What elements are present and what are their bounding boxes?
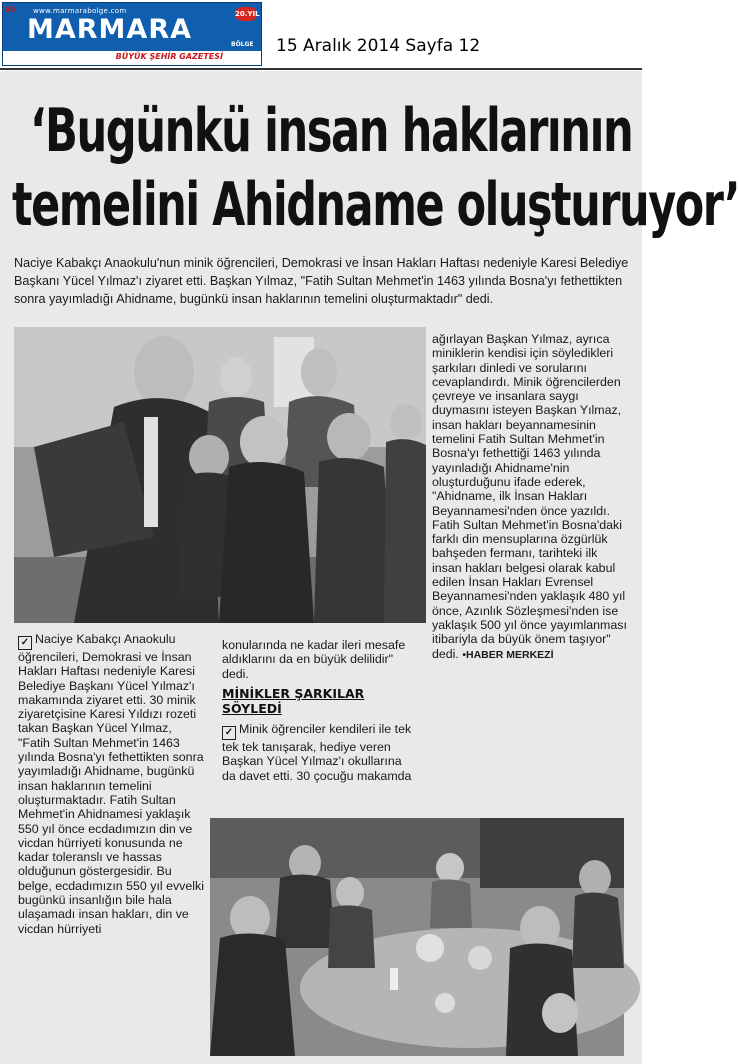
newspaper-logo	[2, 2, 262, 66]
photo-2-image	[210, 818, 624, 1056]
photo-mayor-greeting-children	[14, 327, 426, 623]
article-column-b-top: konularında ne kadar ileri mesafe aldıklarını da en büyük delilidir" dedi.	[222, 638, 406, 681]
article-subhead: MİNİKLER ŞARKILAR SÖYLEDİ	[222, 686, 365, 716]
article-column-b-bottom	[222, 722, 412, 783]
masthead-divider	[0, 68, 642, 70]
article-column-c	[432, 332, 628, 662]
headline-line-1: ‘Bugünkü insan haklarının	[30, 96, 633, 166]
masthead	[0, 0, 642, 68]
logo-tagline-bar	[3, 51, 261, 65]
date-page-line: 15 Aralık 2014 Sayfa 12	[276, 36, 481, 56]
byline-credit: •HABER MERKEZİ	[462, 648, 554, 661]
logo-subword: BÖLGE	[231, 41, 254, 48]
checkbox-icon: ✓	[222, 726, 236, 740]
checkbox-icon: ✓	[18, 636, 32, 650]
photo-1-image	[14, 327, 426, 623]
issue-number: 65	[4, 5, 16, 14]
article-lede: Naciye Kabakçı Anaokulu'nun minik öğrencileri, Demokrasi ve İnsan Hakları Haftası nedeniyle Karesi Belediye Başkanı Yücel Yılmaz'ı ziyaret etti. Başkan Yılmaz, "Fatih Sultan Mehmet'in 1463 yılında Bosna'yı fethettikten sonra yayımladığı Ahidname, bugünkü insan haklarının temelini oluşturmaktadır" dedi.	[14, 256, 629, 306]
column-a-text: Naciye Kabakçı Anaokulu öğrencileri, Demokrasi ve İnsan Hakları Haftası nedeniyle Karesi Belediye Başkanı Yücel Yılmaz'ı makamında ziyaret etti. 30 minik ziyaretçisine Karesi Yıldızı rozeti takan Başkan Yücel Yılmaz, "Fatih Sultan Mehmet'in 1463 yılında Bosna'yı fethettikten sonra yayımladığı Ahidname, bugünkü insan haklarının temelini oluşturmaktadır. Fatih Sultan Mehmet'in Ahidnamesi yaklaşık 550 yıl önce ecdadımızın din ve vicdan hürriyeti konusunda ne kadar toleranslı ve hassas olduğunun göstergesidir. Bu belge, ecdadımızın 550 yıl evvelki bugünkü insanlığın bile hala ulaşamadı insan hakları, din ve vicdan hürriyeti	[18, 632, 204, 936]
logo-wordmark: MARMARA	[27, 14, 193, 45]
photo-children-at-table	[210, 818, 624, 1056]
logo-url: www.marmarabolge.com	[33, 7, 127, 15]
article-column-a	[18, 632, 206, 936]
logo-tagline: BÜYÜK ŞEHİR GAZETESİ	[115, 52, 223, 61]
column-c-text: ağırlayan Başkan Yılmaz, ayrıca miniklerin kendisi için söyledikleri şarkıları dinledi ve sorularını cevaplandırdı. Minik öğrencilerden çevreye ve insanlara saygı duymasını isteyen Başkan Yılmaz, insan hakları beyannamesinin temelini Fatih Sultan Mehmet'in Bosna'yı fethettiği 1463 yılında yayınladığı Ahidname'nin oluşturduğunu ifade ederek, "Ahidname, ilk İnsan Hakları Beyannamesi'nden önce yazıldı. Fatih Sultan Mehmet'in Bosna'daki farklı din mensuplarına özgürlük bahşeden fermanı, tarihteki ilk insan hakları belgesi olarak kabul edilen İnsan Hakları Evrensel Beyannamesi'nden yaklaşık 480 yıl önce, Azınlık Sözleşmesi'nden ise yaklaşık 500 yıl önce yayımlanması itibariyla da büyük önem taşıyor" dedi.	[432, 332, 627, 661]
headline-line-2: temelini Ahidname oluşturuyor’	[12, 170, 739, 240]
column-b-text: Minik öğrenciler kendileri ile tek tek tek tanışarak, hediye veren Başkan Yücel Yılmaz'ı okullarına da davet etti. 30 çocuğu makamda	[222, 722, 412, 783]
anniversary-badge: 20.YIL	[235, 7, 257, 21]
